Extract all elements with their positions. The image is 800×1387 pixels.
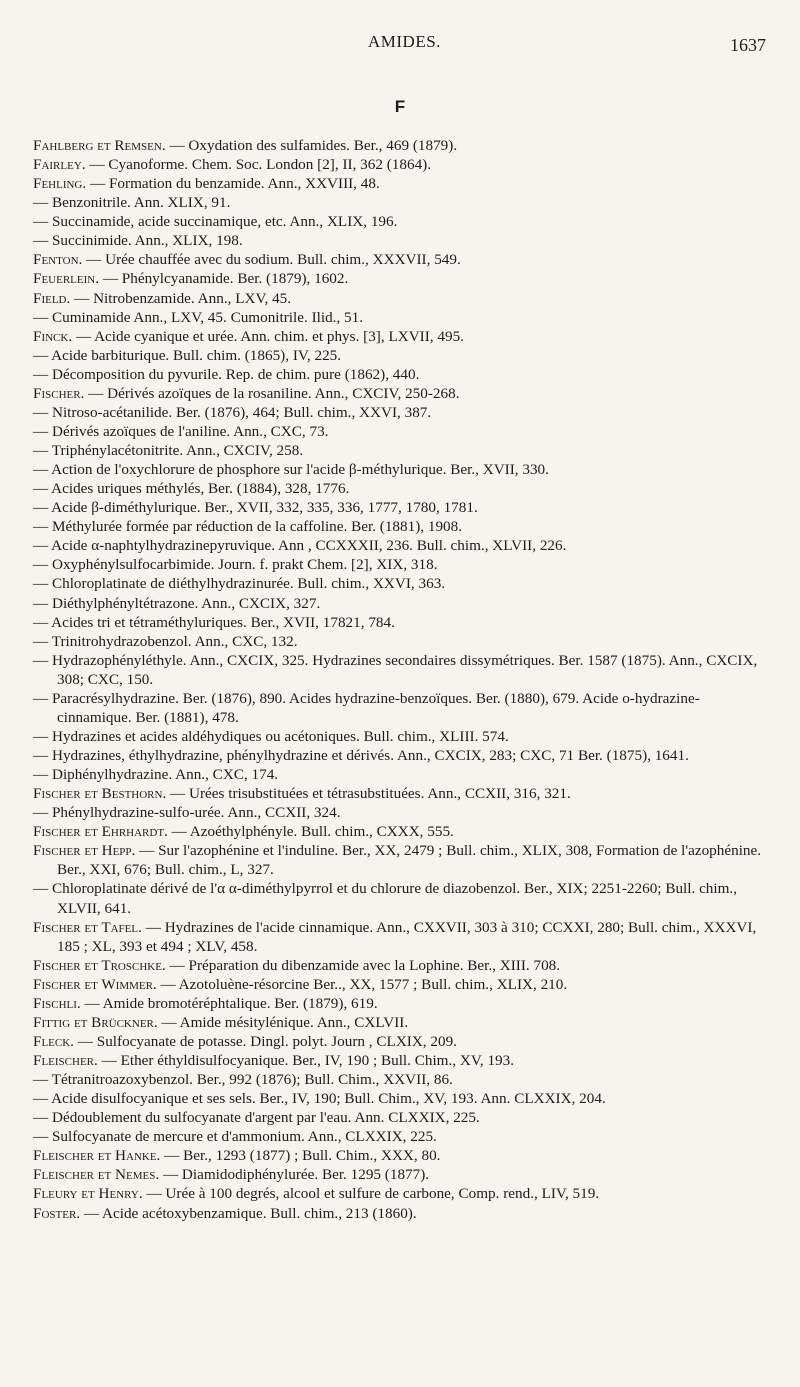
bibliography-entry [33, 155, 773, 174]
entry-author: Foster. [33, 1204, 81, 1222]
bibliography-entry [33, 365, 773, 384]
bibliography-entry [33, 956, 773, 975]
entry-text: — Acide acétoxybenzamique. Bull. chim., 213 (1860). [80, 1204, 417, 1222]
entry-text: — Action de l'oxychlorure de phosphore sur l'acide β-méthylurique. Ber., XVII, 330. [33, 461, 549, 479]
entry-author: Fischer et Tafel. [33, 918, 142, 936]
entry-text: — Formation du benzamide. Ann., XXVIII, 48. [86, 175, 380, 193]
bibliography-entry [33, 651, 773, 689]
bibliography-entry [33, 212, 773, 231]
bibliography-entry [33, 822, 773, 841]
bibliography-entry [33, 460, 773, 479]
bibliography-entry [33, 1108, 773, 1127]
entry-text: — Chloroplatinate dérivé de l'α α-diméthylpyrrol et du chlorure de diazobenzol. Ber., XIX; 2251-2260; Bull. chim., XLVII, 641. [33, 880, 738, 917]
bibliography-entry [33, 250, 773, 269]
entry-author: Fahlberg et Remsen. [33, 137, 166, 154]
entry-text: — Diéthylphényltétrazone. Ann., CXCIX, 327. [33, 594, 321, 612]
bibliography-entry [33, 479, 773, 498]
bibliography-entry [33, 346, 773, 365]
bibliography-entry [33, 422, 773, 441]
bibliography-entry [33, 1089, 773, 1108]
entry-text: — Acides tri et tétraméthyluriques. Ber., XVII, 17821, 784. [33, 613, 395, 631]
bibliography-entry [33, 632, 773, 651]
entry-text: — Sulfocyanate de potasse. Dingl. polyt. Journ , CLXIX, 209. [73, 1032, 457, 1050]
running-title: AMIDES. [368, 32, 441, 51]
entry-text: — Acide β-diméthylurique. Ber., XVII, 332, 335, 336, 1777, 1780, 1781. [33, 499, 478, 517]
bibliography-entry [33, 193, 773, 212]
entry-text: — Diphénylhydrazine. Ann., CXC, 174. [33, 766, 279, 784]
entry-text: — Acide α-naphtylhydrazinepyruvique. Ann , CCXXXII, 236. Bull. chim., XLVII, 226. [33, 537, 567, 555]
entry-author: Fischer et Besthorn. [33, 785, 167, 803]
entry-text: — Sur l'azophénine et l'induline. Ber., XX, 2479 ; Bull. chim., XLIX, 308, Formation de l'azophénine. Ber., XXI, 676; Bull. chim., L, 327. [57, 842, 762, 879]
entry-author: Fairley. [33, 156, 86, 174]
bibliography-entry [33, 1127, 773, 1146]
bibliography-entry [33, 269, 773, 288]
entry-text: — Benzonitrile. Ann. XLIX, 91. [33, 194, 231, 212]
entry-text: — Trinitrohydrazobenzol. Ann., CXC, 132. [33, 632, 298, 650]
entry-author: Fischer et Wimmer. [33, 975, 157, 993]
entry-author: Fleck. [33, 1032, 74, 1050]
bibliography-entry [33, 1146, 773, 1165]
entry-text: — Sulfocyanate de mercure et d'ammonium. Ann., CLXXIX, 225. [33, 1128, 437, 1146]
bibliography-entry [33, 613, 773, 632]
bibliography-entry [33, 841, 773, 879]
entry-author: Fleischer et Nemes. [33, 1166, 160, 1184]
bibliography-entry [33, 517, 773, 536]
entry-author: Fischer. [33, 384, 85, 402]
entry-author: Field. [33, 289, 71, 307]
entry-text: — Urée à 100 degrés, alcool et sulfure de carbone, Comp. rend., LIV, 519. [142, 1185, 600, 1203]
entry-text: — Dédoublement du sulfocyanate d'argent par l'eau. Ann. CLXXIX, 225. [33, 1109, 480, 1127]
entry-text: — Cyanoforme. Chem. Soc. London [2], II, 362 (1864). [85, 156, 432, 174]
entry-text: — Chloroplatinate de diéthylhydrazinurée. Bull. chim., XXVI, 363. [33, 575, 446, 593]
entry-text: — Amide bromotéréphtalique. Ber. (1879), 619. [80, 994, 378, 1012]
bibliography-entry [33, 1070, 773, 1089]
bibliography-entry [33, 1204, 773, 1223]
entry-text: — Nitroso-acétanilide. Ber. (1876), 464; Bull. chim., XXVI, 387. [33, 403, 432, 421]
entry-text: — Nitrobenzamide. Ann., LXV, 45. [70, 289, 292, 307]
entry-text: — Dérivés azoïques de l'aniline. Ann., CXC, 73. [33, 422, 329, 440]
entry-text: — Hydrazines, éthylhydrazine, phénylhydrazine et dérivés. Ann., CXCIX, 283; CXC, 71 Ber. (1875), 1641. [33, 747, 689, 764]
bibliography-entry [33, 574, 773, 593]
bibliography-entry [33, 555, 773, 574]
entry-text: — Dérivés azoïques de la rosaniline. Ann., CXCIV, 250-268. [84, 384, 460, 402]
entry-text: — Oxyphénylsulfocarbimide. Journ. f. prakt Chem. [2], XIX, 318. [33, 556, 438, 574]
section-letter: F [394, 97, 406, 116]
bibliography-list [33, 136, 773, 1223]
entry-text: — Azotoluène-résorcine Ber.., XX, 1577 ; Bull. chim., XLIX, 210. [156, 975, 568, 993]
entry-author: Feuerlein. [33, 270, 100, 288]
entry-text: — Succinamide, acide succinamique, etc. Ann., XLIX, 196. [33, 213, 398, 231]
bibliography-entry [33, 174, 773, 193]
entry-text: — Succinimide. Ann., XLIX, 198. [33, 232, 243, 250]
entry-text: — Urées trisubstituées et tétrasubstituées. Ann., CCXII, 316, 321. [166, 785, 571, 803]
bibliography-entry [33, 1032, 773, 1051]
entry-text: — Ether éthyldisulfocyanique. Ber., IV, 190 ; Bull. Chim., XV, 193. [97, 1052, 515, 1069]
entry-text: — Triphénylacétonitrite. Ann., CXCIV, 258. [33, 442, 304, 459]
entry-author: Fehling. [33, 175, 87, 193]
entry-text: — Acide cyanique et urée. Ann. chim. et phys. [3], LXVII, 495. [72, 327, 464, 345]
bibliography-entry [33, 1165, 773, 1184]
entry-text: — Ber., 1293 (1877) ; Bull. Chim., XXX, 80. [160, 1147, 441, 1165]
entry-text: — Oxydation des sulfamides. Ber., 469 (1879). [165, 137, 458, 154]
entry-text: — Hydrazines de l'acide cinnamique. Ann., CXXVII, 303 à 310; CCXXI, 280; Bull. chim., XXXVI, 185 ; XL, 393 et 494 ; XLV, 458. [57, 918, 757, 955]
bibliography-entry [33, 879, 773, 917]
entry-author: Fittig et Brückner. [33, 1013, 158, 1031]
entry-author: Fleischer. [33, 1052, 98, 1069]
bibliography-entry [33, 746, 773, 765]
entry-author: Fleischer et Hanke. [33, 1147, 161, 1165]
entry-text: — Cuminamide Ann., LXV, 45. Cumonitrile. Ilid., 51. [33, 308, 364, 326]
entry-author: Fenton. [33, 251, 83, 269]
entry-author: Fleury et Henry. [33, 1185, 143, 1203]
bibliography-entry [33, 594, 773, 613]
entry-text: — Acide disulfocyanique et ses sels. Ber., IV, 190; Bull. Chim., XV, 193. Ann. CLXXIX, 204. [33, 1090, 606, 1108]
entry-text: — Acides uriques méthylés, Ber. (1884), 328, 1776. [33, 480, 350, 498]
entry-text: — Azoéthylphényle. Bull. chim., CXXX, 555. [167, 823, 454, 841]
bibliography-entry [33, 689, 773, 727]
bibliography-entry [33, 289, 773, 308]
bibliography-entry [33, 498, 773, 517]
bibliography-entry [33, 803, 773, 822]
entry-text: — Phénylhydrazine-sulfo-urée. Ann., CCXII, 324. [33, 804, 341, 822]
entry-text: — Décomposition du pyvurile. Rep. de chim. pure (1862), 440. [33, 365, 420, 383]
entry-text: — Paracrésylhydrazine. Ber. (1876), 890. Acides hydrazine-benzoïques. Ber. (1880), 679. Acide o-hydrazine-cinnamique. Ber. (1881), 478. [33, 689, 700, 726]
entry-text: — Urée chauffée avec du sodium. Bull. chim., XXXVII, 549. [82, 251, 461, 269]
bibliography-entry [33, 975, 773, 994]
bibliography-entry [33, 136, 773, 155]
bibliography-entry [33, 441, 773, 460]
bibliography-entry [33, 994, 773, 1013]
entry-text: — Hydrazines et acides aldéhydiques ou acétoniques. Bull. chim., XLIII. 574. [33, 727, 509, 745]
entry-text: — Amide mésitylénique. Ann., CXLVII. [157, 1013, 409, 1031]
running-head [0, 30, 800, 56]
bibliography-entry [33, 403, 773, 422]
page-number: 1637 [730, 35, 766, 55]
bibliography-entry [33, 308, 773, 327]
bibliography-entry [33, 327, 773, 346]
entry-text: — Préparation du dibenzamide avec la Lophine. Ber., XIII. 708. [165, 956, 561, 974]
entry-author: Fischli. [33, 994, 81, 1012]
entry-text: — Phénylcyanamide. Ber. (1879), 1602. [99, 270, 349, 288]
entry-author: Fischer et Ehrhardt. [33, 823, 168, 841]
entry-text: — Diamidodiphénylurée. Ber. 1295 (1877). [159, 1166, 430, 1184]
bibliography-entry [33, 918, 773, 956]
bibliography-entry [33, 1013, 773, 1032]
bibliography-entry [33, 1051, 773, 1070]
bibliography-entry [33, 536, 773, 555]
entry-text: — Méthylurée formée par réduction de la caffoline. Ber. (1881), 1908. [33, 518, 463, 536]
entry-author: Finck. [33, 327, 73, 345]
entry-author: Fischer et Troschke. [33, 956, 166, 974]
bibliography-entry [33, 727, 773, 746]
bibliography-entry [33, 231, 773, 250]
bibliography-entry [33, 784, 773, 803]
entry-text: — Hydrazophényléthyle. Ann., CXCIX, 325. Hydrazines secondaires dissymétriques. Ber. 1587 (1875). Ann., CXCIX, 308; CXC, 150. [33, 651, 758, 688]
entry-text: — Tétranitroazoxybenzol. Ber., 992 (1876); Bull. Chim., XXVII, 86. [33, 1071, 453, 1089]
bibliography-entry [33, 384, 773, 403]
entry-text: — Acide barbiturique. Bull. chim. (1865), IV, 225. [33, 346, 342, 364]
entry-author: Fischer et Hepp. [33, 842, 136, 860]
bibliography-entry [33, 765, 773, 784]
bibliography-entry [33, 1184, 773, 1203]
